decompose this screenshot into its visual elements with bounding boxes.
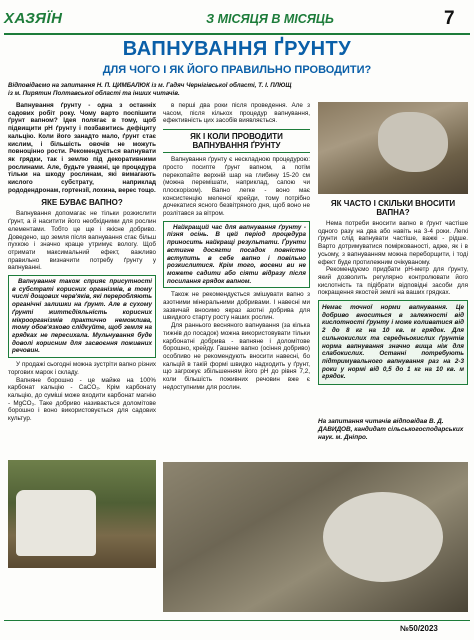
- paragraph: Вапнування ґрунту - одна з останніх садових робіт року. Чому варто поспішити ґрунт вапном? Ідея полягає в тому, щоб підвищити pH ґрунту і позбавитись дефіциту кальцію. Коли його занадто мало, ґрунт стає кислим, і більшість овочів не можуть повноцінно рости. Рекомендується вапнувати як грядки, так і землю під декоративними рослинами. Але, будьте уважні, це процедура тільки на шкоду рослинам, які вимагають кислого субстрату, наприклад рододендронам, гортензії, лохина, верес тощо.: [8, 102, 156, 194]
- norm-box: Немає точної норми вапнування. Це добриво вноситься в залежності від кислотності ґрунту і може коливатися від 2 до 8 кг на 10 кв. м грядок. Для сильнокислих та середньокислих ґрунтів норма вапнування значно вища ніж для слабокислих. Останні потребують підтримувального вапнування раз на 2-3 роки у нормі від 0,5 до 1 кг на 10 кв. м грядок.: [318, 300, 468, 385]
- lime-bag-photo: [8, 460, 156, 568]
- photo-lime-pile: [323, 492, 443, 582]
- page-header: [0, 0, 474, 40]
- article-credit: Відповідаємо на запитання Н. П. ЦИМБАЛЮК із м. Гадяч Чернігівської області, Т. І. ПЛЮЩ із м. Пирятин Полтавської області та інших читачів.: [8, 82, 292, 97]
- column-3: [318, 195, 468, 385]
- box-text: Вапнування також сприяє присутності в субстраті корисних організмів, в тому числі дощових черв'яків, які переробляють органічні залишки на ґрунт. Але в сухому ґрунті життєдіяльність корисних мікроорганізмів практично неможлива, тому обов'язково слідкуйте, щоб земля на грядках не пересихала. Мульчування буде доволі корисним для засвоєння поживних речовин.: [12, 278, 152, 355]
- paragraph: Для раннього весняного вапнування (за кілька тижнів до посадок) можна використовувати тільки карбонатні добрива - вапняне і доломітове борошно, крейду. Гашене вапно (осіння добриво) особливо не рекомендують вносити навесні, бо кальцій в такій формі швидко надходить у ґрунт, що загрожує збільшенням його pH до рівня 7,2, коли більшість поживних речовин вже є недоступними для рослин.: [163, 322, 310, 391]
- expert-caption: На запитання читачів відповідав В. Д. ДАВИДОВ, кандидат сільськогосподарських наук. м. Дніпро.: [318, 418, 464, 441]
- column-1: [8, 102, 156, 423]
- paragraph: Вапнування допомагає не тільки розкислити ґрунт, а й наситити його необхідними для рослин елементами. Тобто це ще і якісне добриво. Доведено, що земля після вапнування стає більш пухкою і значно краще утримує вологу. Щоб отримати максимальний ефект, важливо правильно визначити потребу ґрунту у вапнуванні.: [8, 210, 156, 272]
- paragraph: Рекомендуємо придбати pH-метр для ґрунту, який дозволить регулярно контролювати його кислотність та підібрати відповідні засоби для покращення якостей землі на ваших грядках.: [318, 266, 468, 297]
- page-number: 7: [444, 8, 455, 29]
- article-title: ВАПНУВАННЯ ҐРУНТУ: [122, 38, 352, 60]
- highlight-box: [8, 275, 156, 358]
- paragraph: в перші два роки після проведення. Але з часом, після кількох процедур вапнування, ефективність цих засобів виявляється.: [163, 102, 310, 125]
- paragraph: У продажі сьогодні можна зустріти вапно різних торгових марок і складу.: [8, 361, 156, 376]
- heading-what-lime: ЯКЕ БУВАЄ ВАПНО?: [41, 198, 123, 208]
- heading-how-when: ЯК І КОЛИ ПРОВОДИТИ ВАПНУВАННЯ ҐРУНТУ: [163, 129, 310, 153]
- paragraph: Вапнування ґрунту є нескладною процедурою: просто посипте ґрунт вапном, а потім перекопайте верхній шар на глибину 15-20 см (можна перемішати, наприклад, сапою чи плоскорізом). Вапно легке - воно має консистенцію меленої крейди, тому потрібно дочекатися ясного безвітряного дня, щоб воно не розлітався за вітром.: [163, 156, 310, 218]
- highlight-box: [163, 221, 310, 289]
- photo-glove-shape: [378, 112, 448, 172]
- box-text: Найкращий час для вапнування ґрунту - пізня осінь. В цей період процедура приносить найкращі результати. Ґрунти встигне досягти посадок повністю вступить в себе вапно і повільно розкислитися. Крім того, восени ви не можете садити або сіяти відразу після посилання грядок вапном.: [167, 223, 306, 285]
- photo-bag-shape: [16, 490, 96, 556]
- magazine-logo: ХАЗЯЇН: [4, 10, 63, 27]
- section-title: З МІСЯЦЯ В МІСЯЦЬ: [206, 12, 334, 26]
- paragraph: Вапняне борошно - це майже на 100% карбонат кальцію - CaCO₃. Крім карбонату кальцію, до суміші може входити карбонат магнію - MgCO₃. Таке добриво називається доломітове борошно і воно використовується для садових культур.: [8, 376, 156, 423]
- paragraph: Також не рекомендується змішувати вапно з азотними мінеральними добривами. І навесні ми зазвичай вносимо якраз азотні добрива для швидкого старту росту наших рослин.: [163, 291, 310, 322]
- header-rule: [4, 33, 470, 35]
- spreading-lime-photo: [163, 462, 468, 612]
- column-2: [163, 102, 310, 392]
- article-subtitle: ДЛЯ ЧОГО І ЯК ЙОГО ПРАВИЛЬНО ПРОВОДИТИ?: [102, 64, 372, 76]
- footer-rule: [4, 620, 470, 621]
- paragraph: Нема потреби вносити вапно в ґрунт частіше одного разу на два або навіть на 3-4 роки. Легкі ґрунти слід вапнувати частіше, важкі - рідше. Варто дотримуватися поміркованості, адже, як і в усьому, з вапнуванням можна переборщити, і тоді ефект буде протилежним очікуваному.: [318, 220, 468, 266]
- issue-number: №50/2023: [400, 624, 438, 633]
- gloved-hand-photo: [318, 102, 468, 194]
- heading-how-often: ЯК ЧАСТО І СКІЛЬКИ ВНОСИТИ ВАПНА?: [330, 199, 456, 217]
